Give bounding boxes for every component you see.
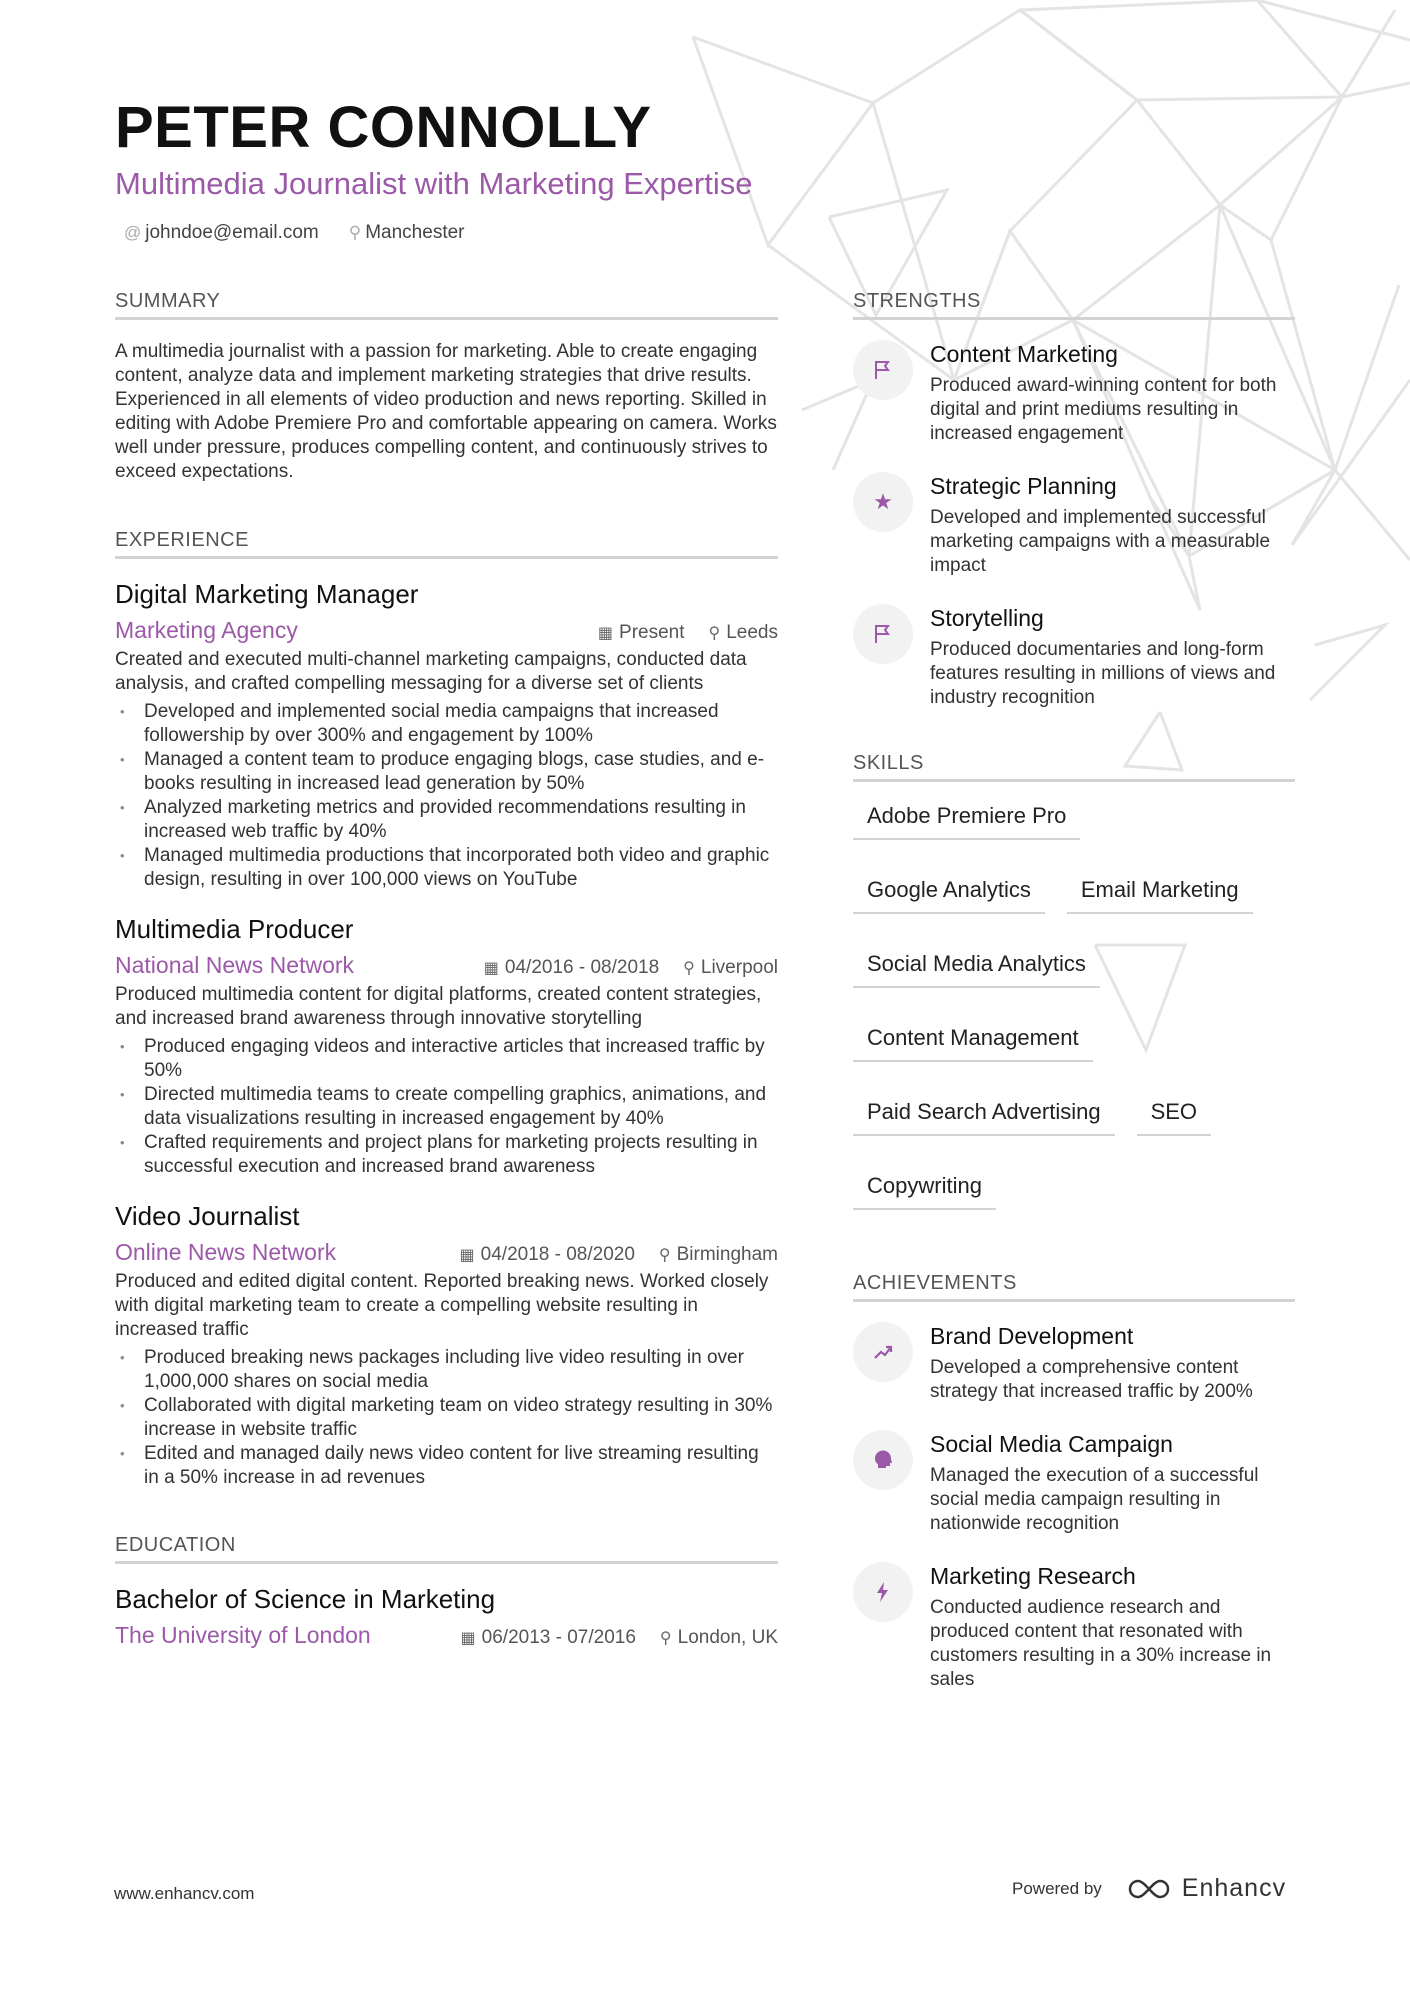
job-meta: [115, 952, 778, 979]
summary-section: [115, 290, 778, 484]
company-name: Online News Network: [115, 1239, 337, 1265]
list-item: • Crafted requirements and project plans for marketing projects resulting in successful execution and increased brand awareness: [115, 1131, 778, 1179]
job-description: Produced and edited digital content. Reported breaking news. Worked closely with digital marketing team to create a compelling website resulting in increased traffic: [115, 1271, 769, 1340]
company-name: National News Network: [115, 952, 355, 978]
candidate-name: PETER CONNOLLY: [115, 95, 652, 160]
skill-tag: Email Marketing: [1067, 876, 1253, 914]
job-title: Digital Marketing Manager: [115, 579, 419, 609]
email-text: johndoe@email.com: [145, 222, 319, 243]
infinity-logo-icon: [1126, 1877, 1172, 1901]
at-icon: @: [124, 223, 142, 242]
job-location: Birmingham: [676, 1244, 778, 1265]
star-icon: ★: [853, 472, 913, 532]
enhancv-logo[interactable]: [1126, 1874, 1286, 1903]
list-item: • Managed multimedia productions that incorporated both video and graphic design, resulting in over 100,000 views on YouTube: [115, 844, 778, 892]
education-meta: [115, 1622, 778, 1649]
job-location: Liverpool: [700, 957, 778, 978]
flag-icon: [853, 340, 913, 400]
job-bullets: [115, 1035, 778, 1179]
skill-tag: Social Media Analytics: [853, 950, 1100, 988]
summary-heading: SUMMARY: [115, 290, 778, 320]
achievement-item: [853, 1562, 1295, 1692]
growth-icon: [853, 1322, 913, 1382]
list-item: • Edited and managed daily news video content for live streaming resulting in a 50% increase in ad revenues: [115, 1442, 778, 1490]
location-text: Manchester: [365, 222, 465, 243]
job-title: Multimedia Producer: [115, 914, 354, 944]
location-pin-icon: ⚲: [683, 960, 695, 977]
strength-title: Content Marketing: [930, 341, 1118, 367]
job-meta: [115, 617, 778, 644]
achievement-item: [853, 1322, 1295, 1404]
head-icon: [853, 1430, 913, 1490]
job-location: Leeds: [726, 622, 778, 643]
job-entry: [115, 914, 778, 1179]
strength-text: Developed and implemented successful marketing campaigns with a measurable impact: [930, 507, 1271, 576]
strength-text: Produced award-winning content for both digital and print mediums resulting in increased engagement: [930, 375, 1277, 444]
location-pin-icon: ⚲: [348, 223, 362, 242]
education-dates: 06/2013 - 07/2016: [481, 1627, 636, 1648]
job-dates: 04/2016 - 08/2018: [504, 957, 660, 978]
achievement-text: Developed a comprehensive content strategy that increased traffic by 200%: [930, 1357, 1253, 1402]
list-item: • Directed multimedia teams to create compelling graphics, animations, and data visualizations resulting in increased engagement by 40%: [115, 1083, 778, 1131]
strength-item: [853, 340, 1295, 446]
left-column: [115, 290, 778, 1653]
powered-by-text: Powered by: [1012, 1878, 1102, 1898]
location-contact: [349, 222, 465, 244]
job-description: Produced multimedia content for digital platforms, created content strategies, and increased brand awareness through innovative storytelling: [115, 984, 762, 1029]
achievement-text: Conducted audience research and produced content that resonated with customers resulting in a 30% increase in sales: [930, 1597, 1272, 1690]
degree-title: Bachelor of Science in Marketing: [115, 1584, 496, 1614]
calendar-icon: ▦: [460, 1630, 476, 1647]
achievement-title: Social Media Campaign: [930, 1431, 1173, 1457]
company-name: Marketing Agency: [115, 617, 298, 643]
education-section: [115, 1534, 778, 1649]
achievements-section: [853, 1272, 1295, 1692]
summary-text: A multimedia journalist with a passion for marketing. Able to create engaging content, analyze data and implement marketing strategies that drive results. Experienced in all elements of video production and news reporting. Skilled in editing with Adobe Premiere Pro and comfortable appearing on camera. Works well under pressure, produces compelling content, and continuously strives to exceed expectations.: [115, 341, 777, 482]
strength-title: Strategic Planning: [930, 473, 1117, 499]
job-bullets: [115, 700, 778, 892]
job-bullets: [115, 1346, 778, 1490]
school-name: The University of London: [115, 1622, 371, 1648]
experience-section: [115, 529, 778, 1490]
job-description: Created and executed multi-channel marketing campaigns, conducted data analysis, and crafted compelling messaging for a diverse set of clients: [115, 649, 747, 694]
job-entry: [115, 579, 778, 892]
skill-tag: Adobe Premiere Pro: [853, 802, 1080, 840]
calendar-icon: ▦: [483, 960, 499, 977]
skills-heading: SKILLS: [853, 752, 1295, 782]
education-location: London, UK: [677, 1627, 778, 1648]
email-contact[interactable]: [124, 222, 319, 244]
skill-tag: SEO: [1137, 1098, 1211, 1136]
footer-website[interactable]: www.enhancv.com: [114, 1884, 255, 1903]
strength-item: [853, 472, 1295, 578]
list-item: • Managed a content team to produce engaging blogs, case studies, and e-books resulting in increased lead generation by 50%: [115, 748, 778, 796]
job-dates: Present: [619, 622, 685, 643]
location-pin-icon: ⚲: [708, 625, 721, 642]
skill-tag: Content Management: [853, 1024, 1093, 1062]
list-item: • Produced engaging videos and interactive articles that increased traffic by 50%: [115, 1035, 778, 1083]
achievements-heading: ACHIEVEMENTS: [853, 1272, 1295, 1302]
list-item: • Analyzed marketing metrics and provided recommendations resulting in increased web traffic by 40%: [115, 796, 778, 844]
right-column: [853, 290, 1295, 1718]
job-entry: [115, 1201, 778, 1490]
list-item: • Collaborated with digital marketing team on video strategy resulting in 30% increase in website traffic: [115, 1394, 778, 1442]
skills-list: [853, 802, 1295, 1210]
skill-tag: Copywriting: [853, 1172, 996, 1210]
bolt-icon: [853, 1562, 913, 1622]
job-dates: 04/2018 - 08/2020: [480, 1244, 635, 1265]
calendar-icon: ▦: [597, 625, 614, 642]
strengths-heading: STRENGTHS: [853, 290, 1295, 320]
achievement-title: Marketing Research: [930, 1563, 1136, 1589]
brand-name: Enhancv: [1181, 1874, 1287, 1902]
strength-item: [853, 604, 1295, 710]
list-item: • Produced breaking news packages including live video resulting in over 1,000,000 shares on social media: [115, 1346, 778, 1394]
job-meta: [115, 1239, 778, 1266]
skill-tag: Google Analytics: [853, 876, 1045, 914]
skills-section: [853, 752, 1295, 1210]
strength-title: Storytelling: [930, 605, 1044, 631]
achievement-title: Brand Development: [930, 1323, 1134, 1349]
contact-info: [124, 222, 465, 244]
footer-branding: [1012, 1874, 1286, 1903]
candidate-title: Multimedia Journalist with Marketing Expertise: [115, 166, 753, 201]
location-pin-icon: ⚲: [659, 1630, 672, 1647]
list-item: • Developed and implemented social media campaigns that increased followership by over 300% and engagement by 100%: [115, 700, 778, 748]
job-title: Video Journalist: [115, 1201, 300, 1231]
achievement-text: Managed the execution of a successful social media campaign resulting in nationwide recognition: [930, 1465, 1259, 1534]
strength-text: Produced documentaries and long-form features resulting in millions of views and industry recognition: [930, 639, 1276, 708]
education-heading: EDUCATION: [115, 1534, 778, 1564]
achievement-item: [853, 1430, 1295, 1536]
flag-icon: [853, 604, 913, 664]
experience-heading: EXPERIENCE: [115, 529, 778, 559]
calendar-icon: ▦: [459, 1247, 475, 1264]
location-pin-icon: ⚲: [658, 1247, 671, 1264]
strengths-section: [853, 290, 1295, 710]
skill-tag: Paid Search Advertising: [853, 1098, 1115, 1136]
